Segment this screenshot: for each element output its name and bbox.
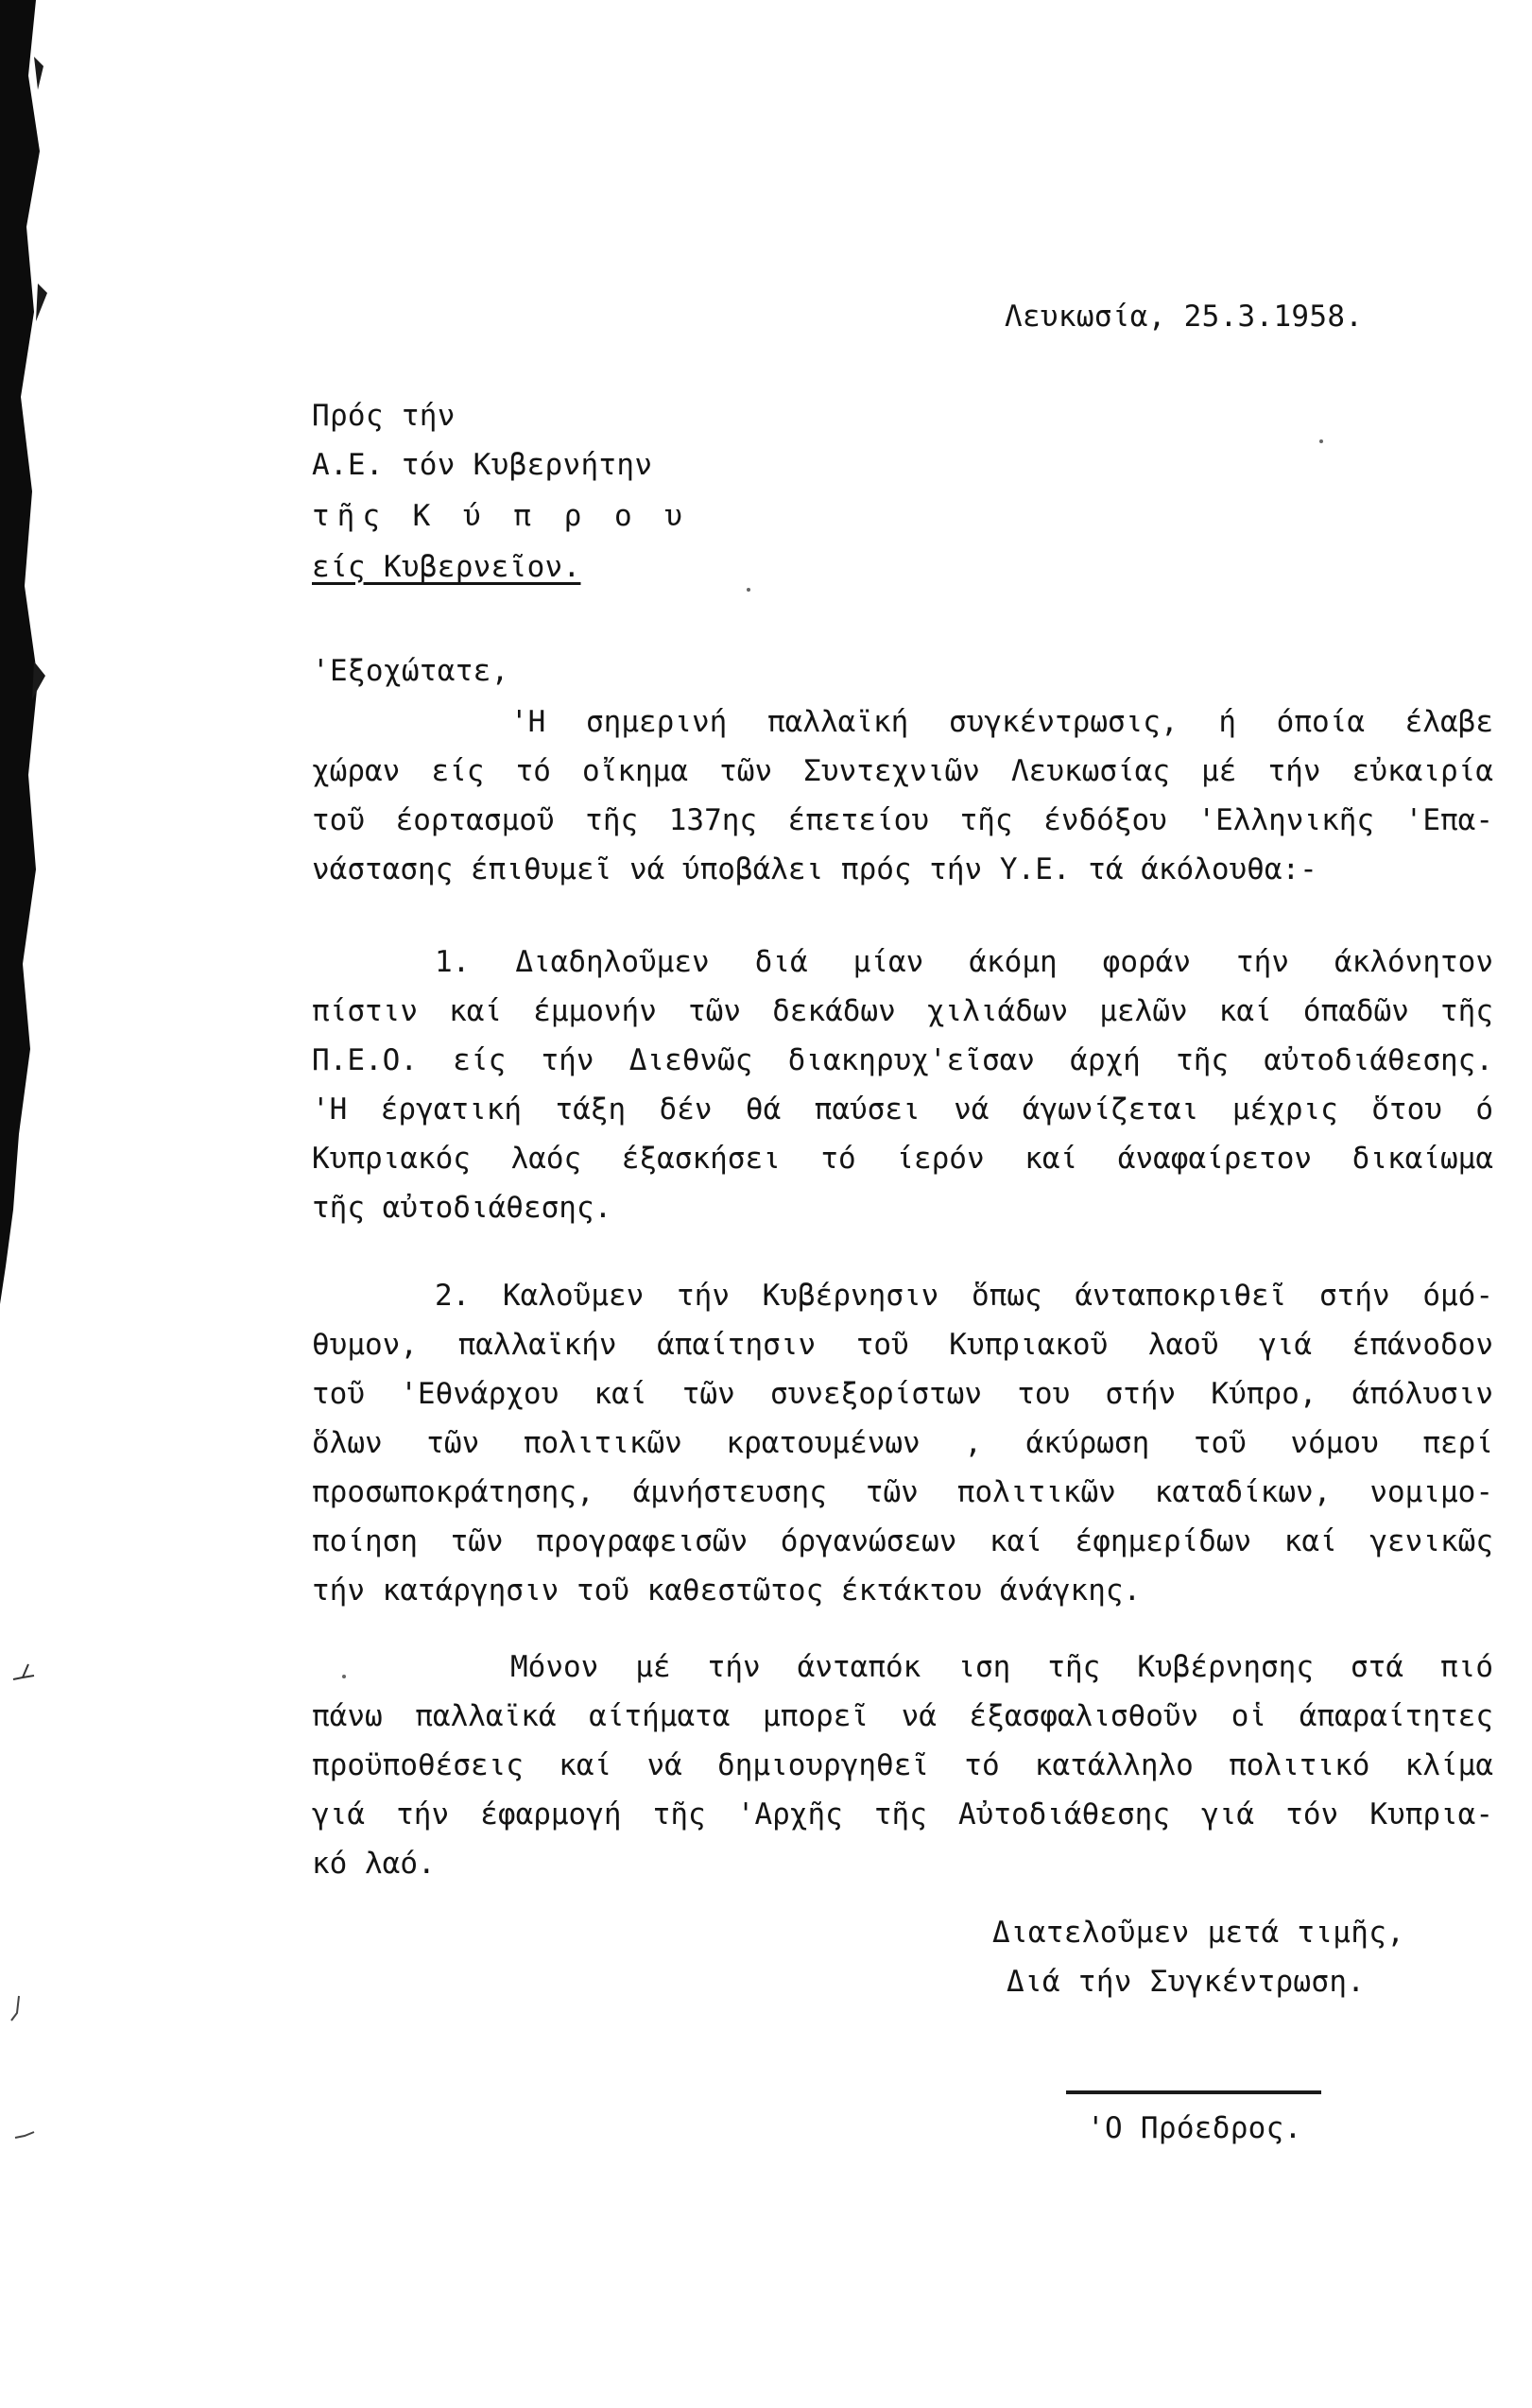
margin-mark	[11, 1660, 36, 1683]
paragraph-line: τῆς αὐτοδιάθεσης.	[312, 1191, 612, 1225]
closing-line: Διά τήν Συγκέντρωση.	[1007, 1965, 1366, 1999]
paragraph-line: Κυπριακός λαός έξασκήσει τό ίερόν καί άναφαίρετον δικαίωμα	[312, 1142, 1493, 1176]
scan-speck	[342, 1675, 346, 1678]
paragraph-line: 'Η έργατική τάξη δέν θά παύσει νά άγωνίζεται μέχρις ὅτου ό	[312, 1092, 1493, 1127]
conclusion-paragraph	[312, 1643, 1493, 1888]
paragraph-line: προσωποκράτησης, άμνήστευσης τῶν πολιτικῶν καταδίκων, νομιμο-	[312, 1475, 1493, 1509]
signatory-title: 'Ο Πρόεδρος.	[1087, 2111, 1302, 2145]
paragraph-line: 'Η σημερινή παλλαϊκή συγκέντρωσις, ή όποία έλαβε	[510, 705, 1493, 739]
scan-speck	[1319, 439, 1323, 443]
paragraph-line: νάστασης έπιθυμεῖ νά ύποβάλει πρός τήν Υ.Ε. τά άκόλουθα:-	[312, 852, 1317, 886]
addressee-line: Πρός τήν	[312, 399, 456, 433]
paragraph-line: Μόνον μέ τήν άνταπόκ ιση τῆς Κυβέρνησης στά πιό	[510, 1650, 1493, 1684]
point-2-paragraph	[312, 1271, 1493, 1615]
margin-mark	[13, 2128, 36, 2143]
intro-paragraph	[312, 697, 1493, 894]
paragraph-line: κό λαό.	[312, 1847, 436, 1881]
paragraph-line: 1. Διαδηλοῦμεν διά μίαν άκόμη φοράν τήν άκλόνητον	[435, 945, 1493, 979]
paragraph-line: τοῦ έορτασμοῦ τῆς 137ης έπετείου τῆς ένδόξου 'Ελληνικῆς 'Επα-	[312, 803, 1493, 837]
signature-line	[1066, 2090, 1321, 2094]
paragraph-line: θυμον, παλλαϊκήν άπαίτησιν τοῦ Κυπριακοῦ λαοῦ γιά έπάνοδον	[312, 1328, 1493, 1362]
paragraph-line: γιά τήν έφαρμογή τῆς 'Αρχῆς τῆς Αὐτοδιάθεσης γιά τόν Κυπρια-	[312, 1797, 1493, 1832]
paragraph-line: χώραν είς τό οἴκημα τῶν Συντεχνιῶν Λευκωσίας μέ τήν εὐκαιρία	[312, 754, 1493, 788]
margin-mark	[9, 1994, 25, 2022]
paragraph-line: πάνω παλλαϊκά αίτήματα μπορεῖ νά έξασφαλισθοῦν οἱ άπαραίτητες	[312, 1699, 1493, 1733]
closing-line: Διατελοῦμεν μετά τιμῆς,	[992, 1916, 1405, 1950]
paragraph-line: τήν κατάργησιν τοῦ καθεστῶτος έκτάκτου άνάγκης.	[312, 1574, 1142, 1608]
paragraph-line: πίστιν καί έμμονήν τῶν δεκάδων χιλιάδων μελῶν καί όπαδῶν τῆς	[312, 994, 1493, 1028]
scan-shadow-edge	[0, 0, 57, 1304]
addressee-line: Α.Ε. τόν Κυβερνήτην	[312, 448, 653, 482]
paragraph-line: ὅλων τῶν πολιτικῶν κρατουμένων , άκύρωση τοῦ νόμου περί	[312, 1426, 1493, 1460]
paragraph-line: 2. Καλοῦμεν τήν Κυβέρνησιν ὅπως άνταποκριθεῖ στήν όμό-	[435, 1279, 1493, 1313]
scan-speck	[747, 588, 750, 592]
point-1-paragraph	[312, 937, 1493, 1232]
addressee-line: είς Κυβερνεῖον.	[312, 550, 581, 584]
paragraph-line: Π.Ε.Ο. είς τήν Διεθνῶς διακηρυχ'εῖσαν άρχή τῆς αὐτοδιάθεσης.	[312, 1043, 1493, 1077]
addressee-line: τῆς Κ ύ π ρ ο υ	[312, 499, 690, 533]
paragraph-line: τοῦ 'Εθνάρχου καί τῶν συνεξορίστων του στήν Κύπρο, άπόλυσιν	[312, 1377, 1493, 1411]
salutation: 'Εξοχώτατε,	[312, 654, 509, 688]
paragraph-line: ποίηση τῶν προγραφεισῶν όργανώσεων καί έφημερίδων καί γενικῶς	[312, 1524, 1493, 1558]
letter-date: Λευκωσία, 25.3.1958.	[1005, 300, 1364, 334]
paragraph-line: προϋποθέσεις καί νά δημιουργηθεῖ τό κατάλληλο πολιτικό κλίμα	[312, 1748, 1493, 1782]
